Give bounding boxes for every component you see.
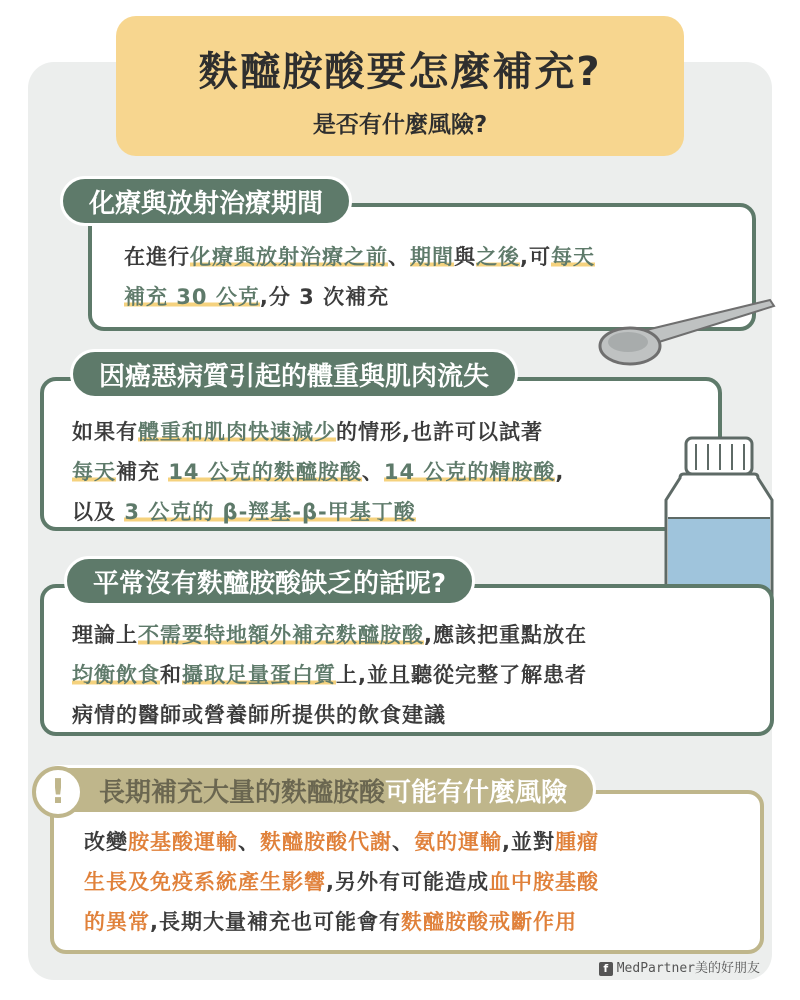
body-text: 的情形,也許可以試著 — [336, 420, 543, 444]
highlight-text: 麩醯胺酸戒斷作用 — [400, 910, 577, 934]
body-text: 改變 — [84, 830, 128, 854]
label-normal: 平常沒有麩醯胺酸缺乏的話呢? — [64, 556, 475, 606]
body-text: ,分 3 次補充 — [259, 285, 390, 309]
exclamation-icon: ! — [32, 766, 84, 818]
highlight-text: 不需要特地額外補充麩醯胺酸 — [138, 623, 424, 647]
body-text: ,長期大量補充也可能會有 — [150, 910, 401, 934]
highlight-text: 攝取足量蛋白質 — [182, 663, 336, 687]
body-text: 補充 — [116, 460, 169, 484]
body-text: 、 — [238, 830, 260, 854]
highlight-text: 均衡飲食 — [72, 663, 160, 687]
label-risk-part1: 長期補充大量的麩醯胺酸 — [99, 778, 386, 808]
highlight-text: 補充 30 公克 — [124, 285, 260, 309]
text-line — [72, 655, 587, 695]
highlight-text: 血中胺基酸 — [488, 870, 599, 894]
scoop-icon — [598, 290, 788, 370]
body-text: 上,並且聽從完整了解患者 — [336, 663, 587, 687]
text-line — [84, 862, 599, 902]
text-cachexia — [72, 412, 564, 532]
highlight-text: 體重和肌肉快速減少 — [138, 420, 336, 444]
text-line — [72, 492, 564, 532]
highlight-text: 每天 — [72, 460, 116, 484]
body-text: 如果有 — [72, 420, 138, 444]
highlight-text: 腫瘤 — [554, 830, 599, 854]
facebook-icon: f — [599, 962, 613, 976]
body-text: 病情的醫師或營養師所提供的飲食建議 — [72, 703, 446, 727]
body-text: 以及 — [72, 500, 125, 524]
text-line — [72, 695, 587, 735]
highlight-text: 生長及免疫系統產生影響 — [84, 870, 326, 894]
highlight-text: 14 公克的麩醯胺酸 — [168, 460, 362, 484]
body-text: 、 — [388, 245, 410, 269]
label-risk — [36, 765, 596, 815]
highlight-text: 每天 — [550, 245, 595, 269]
highlight-text: 之後 — [476, 245, 520, 269]
body-text: 、 — [361, 460, 384, 484]
label-chemo: 化療與放射治療期間 — [60, 176, 352, 226]
text-chemo — [124, 237, 595, 317]
label-risk-part2: 可能有什麼風險 — [385, 778, 568, 808]
label-cachexia: 因癌惡病質引起的體重與肌肉流失 — [70, 349, 518, 399]
text-line — [124, 237, 595, 277]
text-line — [84, 902, 599, 942]
body-text: ,應該把重點放在 — [424, 623, 587, 647]
text-line — [84, 822, 599, 862]
body-text: , — [555, 460, 565, 484]
text-normal — [72, 615, 587, 735]
highlight-text: 3 公克的 β-羥基-β-甲基丁酸 — [124, 500, 416, 524]
highlight-text: 的異常 — [84, 910, 150, 934]
body-text: ,可 — [520, 245, 551, 269]
footer-credit — [599, 957, 760, 976]
text-risk — [84, 822, 599, 942]
text-line — [72, 615, 587, 655]
highlight-text: 化療與放射治療之前 — [190, 245, 388, 269]
highlight-text: 期間 — [410, 245, 454, 269]
text-line — [124, 277, 595, 317]
body-text: 理論上 — [72, 623, 138, 647]
highlight-text: 氨的運輸 — [414, 830, 502, 854]
body-text: 、 — [392, 830, 414, 854]
body-text: 在進行 — [124, 245, 190, 269]
highlight-text: 胺基酸運輸 — [128, 830, 238, 854]
body-text: 與 — [454, 245, 476, 269]
page-title: 麩醯胺酸要怎麼補充? — [198, 49, 602, 95]
text-line — [72, 412, 564, 452]
text-line — [72, 452, 564, 492]
highlight-text: 14 公克的精胺酸 — [383, 460, 556, 484]
body-text: ,並對 — [502, 830, 555, 854]
footer-text: MedPartner美的好朋友 — [616, 961, 760, 976]
body-text: 和 — [160, 663, 182, 687]
body-text: ,另外有可能造成 — [326, 870, 489, 894]
highlight-text: 麩醯胺酸代謝 — [260, 830, 392, 854]
title-box — [116, 16, 684, 156]
page-subtitle: 是否有什麼風險? — [312, 112, 488, 138]
